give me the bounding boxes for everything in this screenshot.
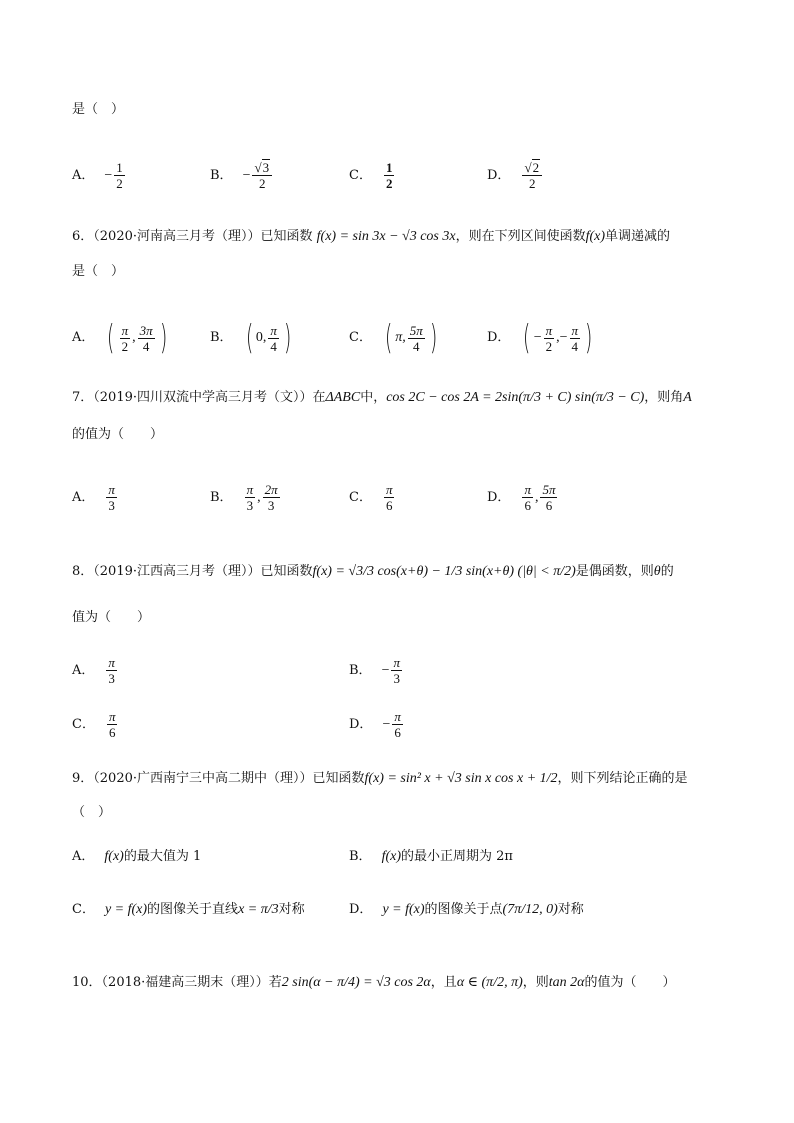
q9-option-a[interactable]: A． f(x) 的最大值为 1	[72, 849, 202, 864]
q5-tail: 是（ ）	[72, 102, 125, 117]
q5-option-b[interactable]: B． − $\frac{√3}{2}$	[210, 160, 274, 191]
q6-option-a[interactable]: A． ( $\frac{\pi}{2}$ , $\frac{3\pi}{4}$ )	[72, 318, 167, 358]
q6-function: f(x) = sin 3x − √3 cos 3x	[316, 229, 456, 244]
q10-equation: 2 sin(α − π/4) = √3 cos 2α	[281, 975, 431, 990]
question-10: 10．（2018·福建高三期末（理））若2 sin(α − π/4) = √3 cos 2α，且α ∈ (π/2, π)，则tan 2α的值为（ ）	[72, 975, 676, 990]
q6-line2: 是（ ）	[72, 264, 125, 279]
q7-option-b[interactable]: B． $\frac{\pi}{3}$ , $\frac{2\pi}{3}$	[210, 482, 278, 513]
q6-option-c[interactable]: C． ( π, $\frac{5\pi}{4}$ )	[349, 318, 438, 358]
q7-equation: cos 2C − cos 2A = 2sin(π/3 + C) sin(π/3 − C)	[386, 390, 645, 405]
q6-option-b[interactable]: B． ( 0, $\frac{\pi}{4}$ )	[210, 318, 292, 358]
question-6: 6．（2020·河南高三月考（理））已知函数 f(x) = sin 3x − √3 cos 3x，则在下列区间使函数f(x)单调递减的	[72, 229, 671, 244]
question-8: 8．（2019·江西高三月考（理））已知函数f(x) = √3/3 cos(x+θ) − 1/3 sin(x+θ) (|θ| < π/2)是偶函数，则θ的	[72, 564, 674, 579]
q7-option-d[interactable]: D． $\frac{\pi}{6}$ , $\frac{5\pi}{6}$	[487, 482, 556, 513]
q5-option-d[interactable]: D． $\frac{√2}{2}$	[487, 160, 544, 191]
q9-option-b[interactable]: B． f(x) 的最小正周期为 2π	[349, 849, 513, 864]
q8-option-d[interactable]: D． − $\frac{\pi}{6}$	[349, 709, 401, 740]
q9-function: f(x) = sin² x + √3 sin x cos x + 1/2	[364, 771, 558, 786]
q5-option-a[interactable]: A． − $\frac{1}{2}$	[72, 160, 123, 191]
q8-line2: 值为（ ）	[72, 610, 151, 625]
q8-option-b[interactable]: B． − $\frac{\pi}{3}$	[349, 655, 400, 686]
q7-option-c[interactable]: C． $\frac{\pi}{6}$	[349, 482, 393, 513]
question-7: 7．（2019·四川双流中学高三月考（文））在ΔABC中，cos 2C − cos 2A = 2sin(π/3 + C) sin(π/3 − C)，则角A	[72, 390, 692, 405]
q8-option-c[interactable]: C． $\frac{\pi}{6}$	[72, 709, 116, 740]
q6-option-d[interactable]: D． ( − $\frac{\pi}{2}$ ,− $\frac{\pi}{4}$ )	[487, 318, 593, 358]
q8-function: f(x) = √3/3 cos(x+θ) − 1/3 sin(x+θ) (|θ| < π/2)	[312, 564, 576, 579]
q8-option-a[interactable]: A． $\frac{\pi}{3}$	[72, 655, 115, 686]
q7-option-a[interactable]: A． $\frac{\pi}{3}$	[72, 482, 115, 513]
q9-option-c[interactable]: C． y = f(x) 的图像关于直线 x = π/3 对称	[72, 902, 305, 917]
q9-line2: （ ）	[72, 805, 112, 820]
q7-line2: 的值为（ ）	[72, 427, 164, 442]
q9-option-d[interactable]: D． y = f(x) 的图像关于点 (7π/12, 0) 对称	[349, 902, 584, 917]
q5-option-c[interactable]: C． $\frac{1}{2}$	[349, 160, 393, 191]
question-9: 9．（2020·广西南宁三中高二期中（理））已知函数f(x) = sin² x + √3 sin x cos x + 1/2，则下列结论正确的是	[72, 771, 688, 786]
